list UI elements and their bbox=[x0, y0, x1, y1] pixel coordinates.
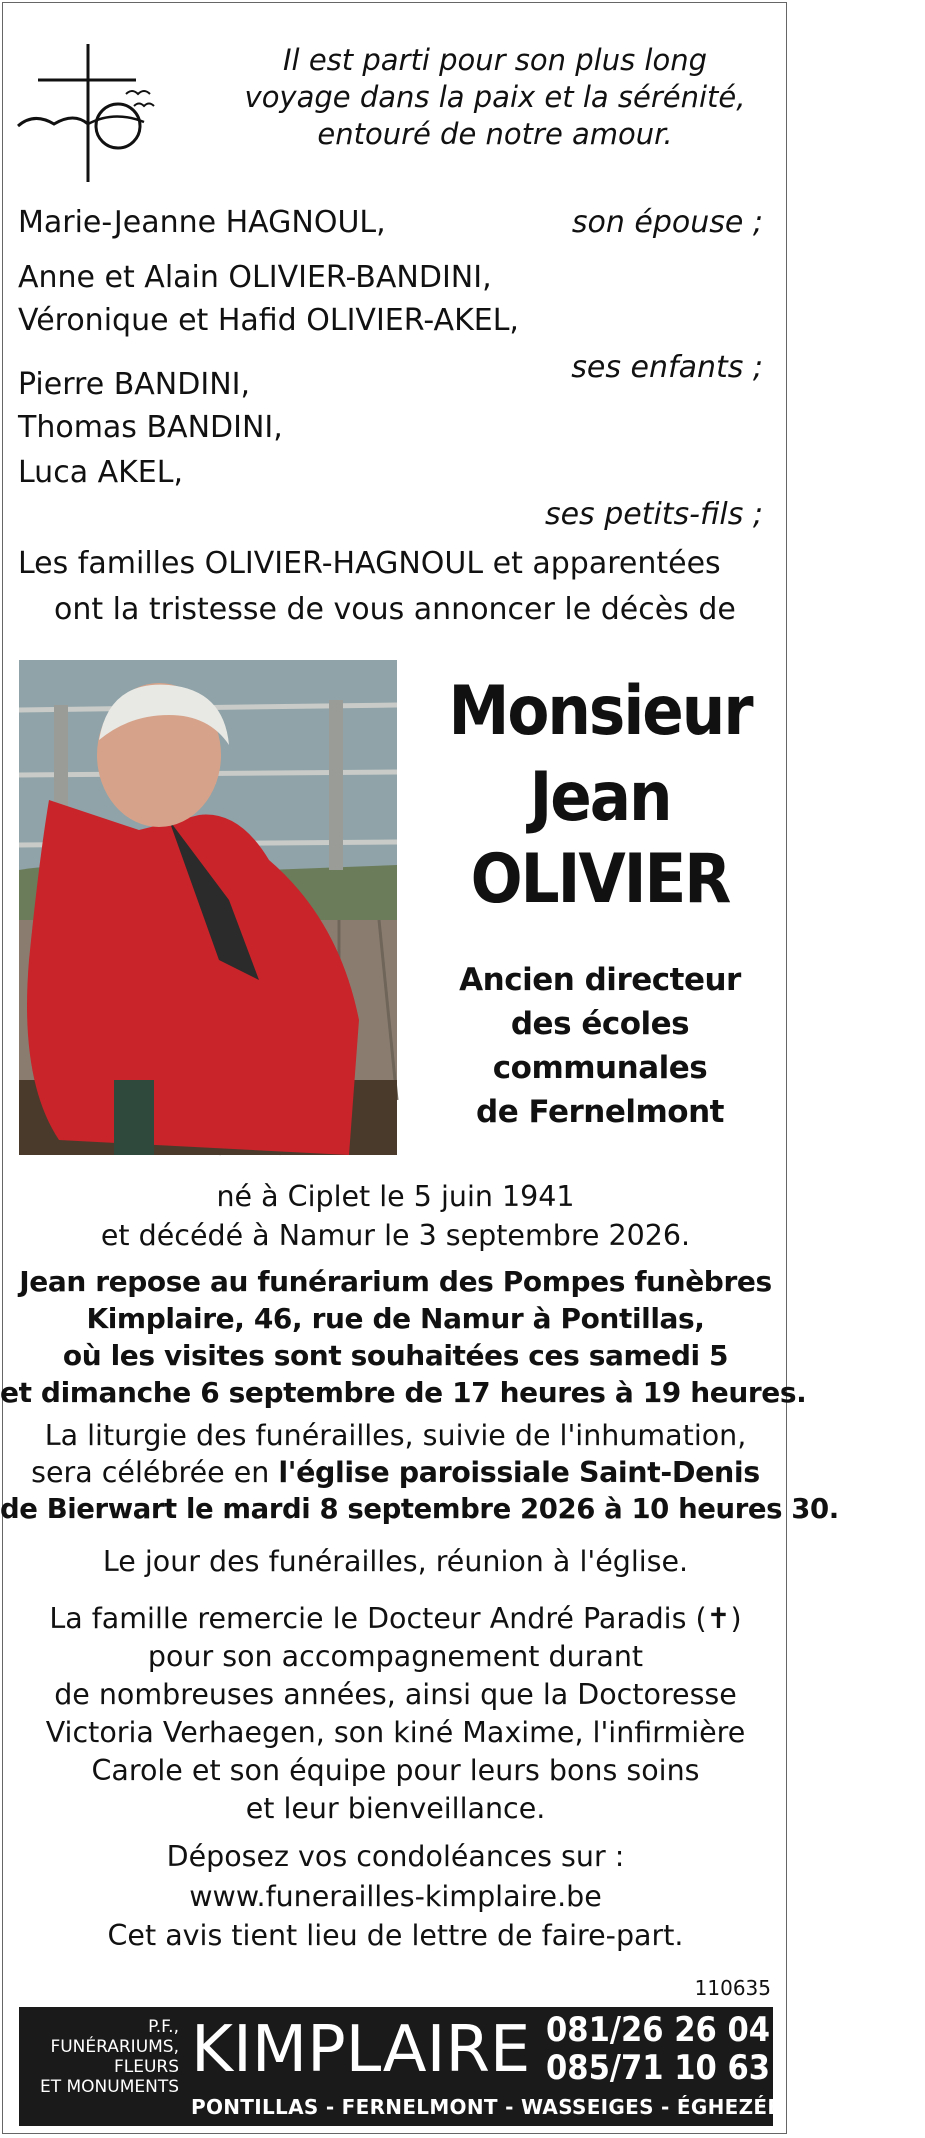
deceased-last-name: OLIVIER bbox=[470, 840, 730, 919]
intro-poem bbox=[210, 42, 780, 153]
phone-number: 081/26 26 04 bbox=[546, 2010, 771, 2050]
role-line: Ancien directeur bbox=[459, 962, 741, 998]
thanks-line: de nombreuses années, ainsi que la Doctoresse bbox=[54, 1678, 737, 1711]
liturgy-plain: sera célébrée en bbox=[31, 1456, 279, 1489]
intro-line: voyage dans la paix et la sérénité, bbox=[244, 80, 746, 114]
role-line: des écoles bbox=[510, 1006, 690, 1042]
children-role: ses enfants ; bbox=[571, 350, 763, 385]
grandchild-name: Luca AKEL, bbox=[18, 455, 184, 490]
intro-line: Il est parti pour son plus long bbox=[283, 43, 707, 77]
families-line: Les familles OLIVIER-HAGNOUL et apparentées bbox=[18, 546, 721, 581]
phone-number: 085/71 10 63 bbox=[546, 2048, 771, 2088]
thanks-line: La famille remercie le Docteur André Paradis (✝) bbox=[49, 1602, 742, 1635]
thanks-line: pour son accompagnement durant bbox=[147, 1640, 644, 1673]
intro-line: entouré de notre amour. bbox=[317, 117, 673, 151]
condolences-line: Déposez vos condoléances sur : bbox=[166, 1840, 625, 1873]
visitation-line: Jean repose au funérarium des Pompes funèbres bbox=[19, 1265, 772, 1298]
visitation-line: Kimplaire, 46, rue de Namur à Pontillas, bbox=[86, 1302, 705, 1335]
visitation-line: et dimanche 6 septembre de 17 heures à 19 heures. bbox=[0, 1376, 807, 1409]
cross-icon bbox=[14, 40, 174, 190]
service-item: FLEURS bbox=[113, 2057, 179, 2077]
funeral-home-footer bbox=[19, 2007, 925, 2126]
announce-line: ont la tristesse de vous annoncer le décès de bbox=[54, 592, 736, 627]
service-item: P.F., bbox=[148, 2017, 179, 2037]
role-line: de Fernelmont bbox=[476, 1094, 724, 1130]
portrait-photo bbox=[19, 660, 397, 1155]
date-line: né à Ciplet le 5 juin 1941 bbox=[216, 1180, 575, 1213]
visitation-info bbox=[0, 1263, 807, 1411]
thanks-line: Victoria Verhaegen, son kiné Maxime, l'infirmière bbox=[45, 1716, 746, 1749]
date-line: et décédé à Namur le 3 septembre 2026. bbox=[100, 1219, 691, 1252]
phone-numbers bbox=[546, 2011, 770, 2087]
birth-death-dates bbox=[0, 1177, 791, 1255]
spouse-role: son épouse ; bbox=[571, 205, 763, 240]
child-name: Anne et Alain OLIVIER-BANDINI, bbox=[18, 260, 492, 295]
liturgy-info bbox=[0, 1417, 839, 1528]
thanks-line: et leur bienveillance. bbox=[245, 1792, 546, 1825]
service-item: ET MONUMENTS bbox=[39, 2077, 179, 2097]
deceased-first-name: Jean bbox=[529, 758, 671, 837]
thanks-line: Carole et son équipe pour leurs bons soins bbox=[91, 1754, 700, 1787]
brand-name: KIMPLAIRE bbox=[191, 2013, 531, 2087]
grandchild-name: Pierre BANDINI, bbox=[18, 367, 251, 402]
liturgy-date: de Bierwart le mardi 8 septembre 2026 à 10 heures 30. bbox=[0, 1493, 839, 1525]
notice-line: Cet avis tient lieu de lettre de faire-part. bbox=[107, 1919, 684, 1952]
church-name: l'église paroissiale Saint-Denis bbox=[278, 1456, 760, 1489]
child-name: Véronique et Hafid OLIVIER-AKEL, bbox=[18, 303, 519, 338]
thanks-message bbox=[0, 1600, 791, 1828]
condolences-website: www.funerailles-kimplaire.be bbox=[189, 1880, 602, 1913]
liturgy-line: La liturgie des funérailles, suivie de l'inhumation, bbox=[44, 1419, 747, 1452]
deceased-role bbox=[420, 958, 780, 1134]
grandchild-name: Thomas BANDINI, bbox=[18, 410, 283, 445]
role-line: communales bbox=[492, 1050, 708, 1086]
services-list bbox=[19, 2017, 179, 2097]
deceased-title: Monsieur bbox=[448, 672, 752, 751]
liturgy-line bbox=[0, 1454, 791, 1491]
spouse-name: Marie-Jeanne HAGNOUL, bbox=[18, 205, 386, 240]
service-item: FUNÉRARIUMS, bbox=[50, 2037, 179, 2057]
reference-code: 110635 bbox=[694, 1976, 771, 2000]
condolences-info bbox=[0, 1837, 791, 1917]
visitation-line: où les visites sont souhaitées ces samedi 5 bbox=[62, 1339, 729, 1372]
locations-line: PONTILLAS - FERNELMONT - WASSEIGES - ÉGHEZÉE - BURDINNE bbox=[191, 2095, 925, 2119]
grandchildren-role: ses petits-fils ; bbox=[544, 497, 763, 532]
meeting-info: Le jour des funérailles, réunion à l'église. bbox=[102, 1545, 689, 1578]
